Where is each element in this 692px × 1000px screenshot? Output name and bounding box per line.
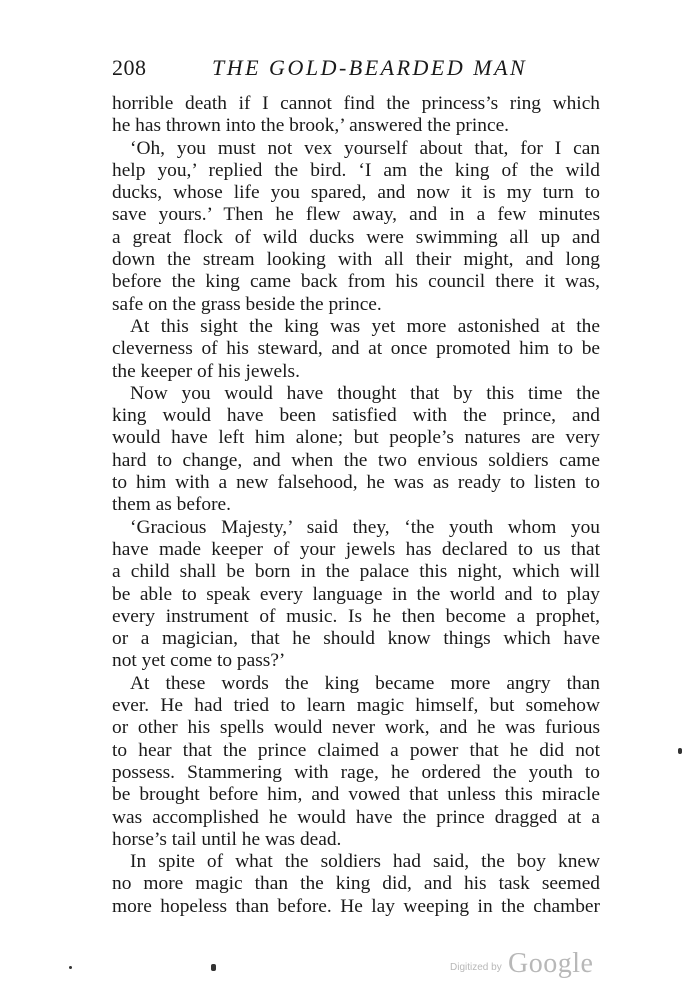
text-line: At this sight the king was yet more astonished at the — [130, 315, 600, 337]
text-line: not yet come to pass?’ — [112, 650, 286, 672]
text-line: a child shall be born in the palace this night, which will — [112, 561, 600, 583]
text-line: them as before. — [112, 494, 231, 516]
text-line: ‘Gracious Majesty,’ said they, ‘the youth whom you — [130, 516, 600, 538]
text-line: no more magic than the king did, and his task seemed — [112, 873, 600, 895]
text-line: be brought before him, and vowed that unless this miracle — [112, 784, 600, 806]
google-logo: Google — [508, 948, 594, 979]
text-line: or a magician, that he should know things which have — [112, 628, 600, 650]
text-line: he has thrown into the brook,’ answered the prince. — [112, 115, 510, 137]
text-line: was accomplished he would have the prince dragged at a — [112, 806, 600, 828]
text-line: save yours.’ Then he flew away, and in a few minutes — [112, 204, 600, 226]
text-line: horse’s tail until he was dead. — [112, 828, 342, 850]
text-line: before the king came back from his council there it was, — [112, 271, 600, 293]
text-line: cleverness of his steward, and at once promoted him to be — [112, 338, 600, 360]
text-line: a great flock of wild ducks were swimming all up and — [112, 226, 600, 248]
text-line: horrible death if I cannot find the princess’s ring which — [112, 93, 600, 114]
body-text — [112, 93, 600, 918]
text-line: help you,’ replied the bird. ‘I am the king of the wild — [112, 159, 600, 181]
text-line: At these words the king became more angry than — [130, 672, 600, 694]
running-title: THE GOLD-BEARDED MAN — [212, 55, 528, 80]
text-line: be able to speak every language in the world and to play — [112, 583, 600, 605]
text-line: Now you would have thought that by this time the — [130, 382, 600, 404]
text-line: safe on the grass beside the prince. — [112, 293, 382, 315]
margin-ink-mark — [678, 748, 682, 754]
text-line: to hear that the prince claimed a power that he did not — [112, 739, 600, 761]
text-line: would have left him alone; but people’s natures are very — [112, 427, 600, 449]
ink-speck — [211, 964, 216, 971]
text-line: ever. He had tried to learn magic himself, but somehow — [112, 695, 600, 717]
text-line: the keeper of his jewels. — [112, 360, 300, 382]
text-line: In spite of what the soldiers had said, the boy knew — [130, 851, 600, 873]
text-line: or other his spells would never work, and he was furious — [112, 717, 600, 739]
text-line: possess. Stammering with rage, he ordered the youth to — [112, 761, 600, 783]
text-line: have made keeper of your jewels has declared to us that — [112, 538, 600, 560]
text-line: king would have been satisfied with the prince, and — [112, 405, 600, 427]
text-line: every instrument of music. Is he then become a prophet, — [112, 605, 600, 627]
text-line: ducks, whose life you spared, and now it is my turn to — [112, 182, 600, 204]
page-number: 208 — [112, 55, 147, 80]
ink-speck — [69, 966, 72, 969]
text-line: more hopeless than before. He lay weeping in the chamber — [112, 895, 600, 917]
watermark-prefix: Digitized by — [450, 962, 502, 973]
text-line: hard to change, and when the two envious soldiers came — [112, 449, 600, 471]
text-line: down the stream looking with all their might, and long — [112, 249, 600, 271]
page-header — [112, 55, 600, 81]
text-line: ‘Oh, you must not vex yourself about that, for I can — [130, 137, 600, 159]
text-line: to him with a new falsehood, he was as ready to listen to — [112, 472, 600, 494]
digitized-watermark — [450, 948, 600, 984]
